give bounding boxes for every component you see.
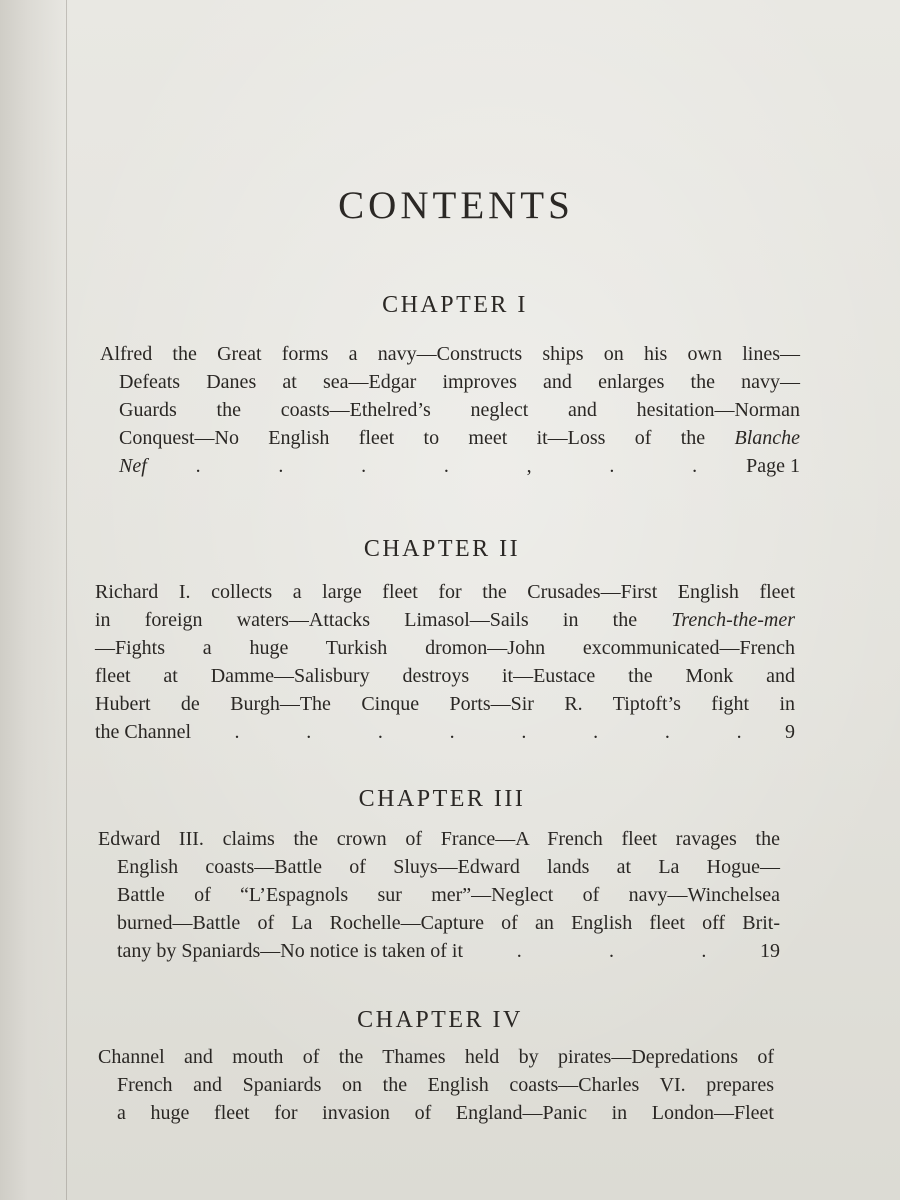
chapter-2-summary (95, 578, 795, 746)
summary-line-text: Conquest—No English fleet to meet it—Loss of the (119, 427, 706, 449)
chapter-3-summary (98, 825, 780, 965)
dot-leader: . . . (516, 940, 707, 962)
summary-line-text: the Channel (95, 721, 192, 743)
summary-line: Battle of “L’Espagnols sur mer”—Neglect of navy—Winchelsea (117, 884, 780, 906)
chapter-4-heading: CHAPTER IV (357, 1007, 523, 1033)
summary-line: Channel and mouth of the Thames held by pirates—Depredations of (98, 1046, 774, 1068)
page-number: 19 (760, 940, 780, 962)
summary-line: French and Spaniards on the English coasts—Charles VI. prepares (117, 1074, 774, 1096)
chapter-1-summary (100, 340, 800, 480)
summary-line (95, 606, 795, 634)
summary-line: Richard I. collects a large fleet for the Crusades—First English fleet (95, 581, 795, 603)
dot-leader: . . . . , . . (195, 455, 698, 477)
page-number: Page 1 (746, 455, 800, 477)
summary-line: burned—Battle of La Rochelle—Capture of an English fleet off Brit- (117, 912, 780, 934)
chapter-4-summary (98, 1043, 774, 1127)
italic-ship-name: Blanche (734, 427, 801, 449)
summary-last-line (100, 452, 800, 480)
summary-line-text: in foreign waters—Attacks Limasol—Sails in the (95, 609, 638, 631)
italic-ship-name: Trench-the-mer (671, 609, 795, 631)
page-number: 9 (785, 721, 795, 743)
summary-line: Hubert de Burgh—The Cinque Ports—Sir R. Tiptoft’s fight in (95, 693, 795, 715)
summary-last-line (95, 718, 795, 746)
summary-line: English coasts—Battle of Sluys—Edward lands at La Hogue— (117, 856, 780, 878)
summary-line-text: tany by Spaniards—No notice is taken of it (117, 940, 464, 962)
dot-leader: . . . . . . . . (234, 721, 742, 743)
summary-last-line (98, 937, 780, 965)
summary-line: Guards the coasts—Ethelred’s neglect and hesitation—Norman (119, 399, 800, 421)
summary-line: fleet at Damme—Salisbury destroys it—Eustace the Monk and (95, 665, 795, 687)
summary-line: —Fights a huge Turkish dromon—John excommunicated—French (95, 637, 795, 659)
summary-line: Alfred the Great forms a navy—Constructs ships on his own lines— (100, 343, 800, 365)
chapter-1-heading: CHAPTER I (382, 292, 528, 318)
chapter-3-heading: CHAPTER III (358, 786, 526, 812)
summary-line: Defeats Danes at sea—Edgar improves and enlarges the navy— (119, 371, 800, 393)
summary-line: Edward III. claims the crown of France—A French fleet ravages the (98, 828, 780, 850)
summary-line: a huge fleet for invasion of England—Panic in London—Fleet (117, 1102, 774, 1124)
chapter-2-heading: CHAPTER II (363, 536, 521, 562)
summary-line-text: Nef (119, 455, 147, 477)
summary-line (100, 424, 800, 452)
contents-title: CONTENTS (338, 184, 574, 227)
